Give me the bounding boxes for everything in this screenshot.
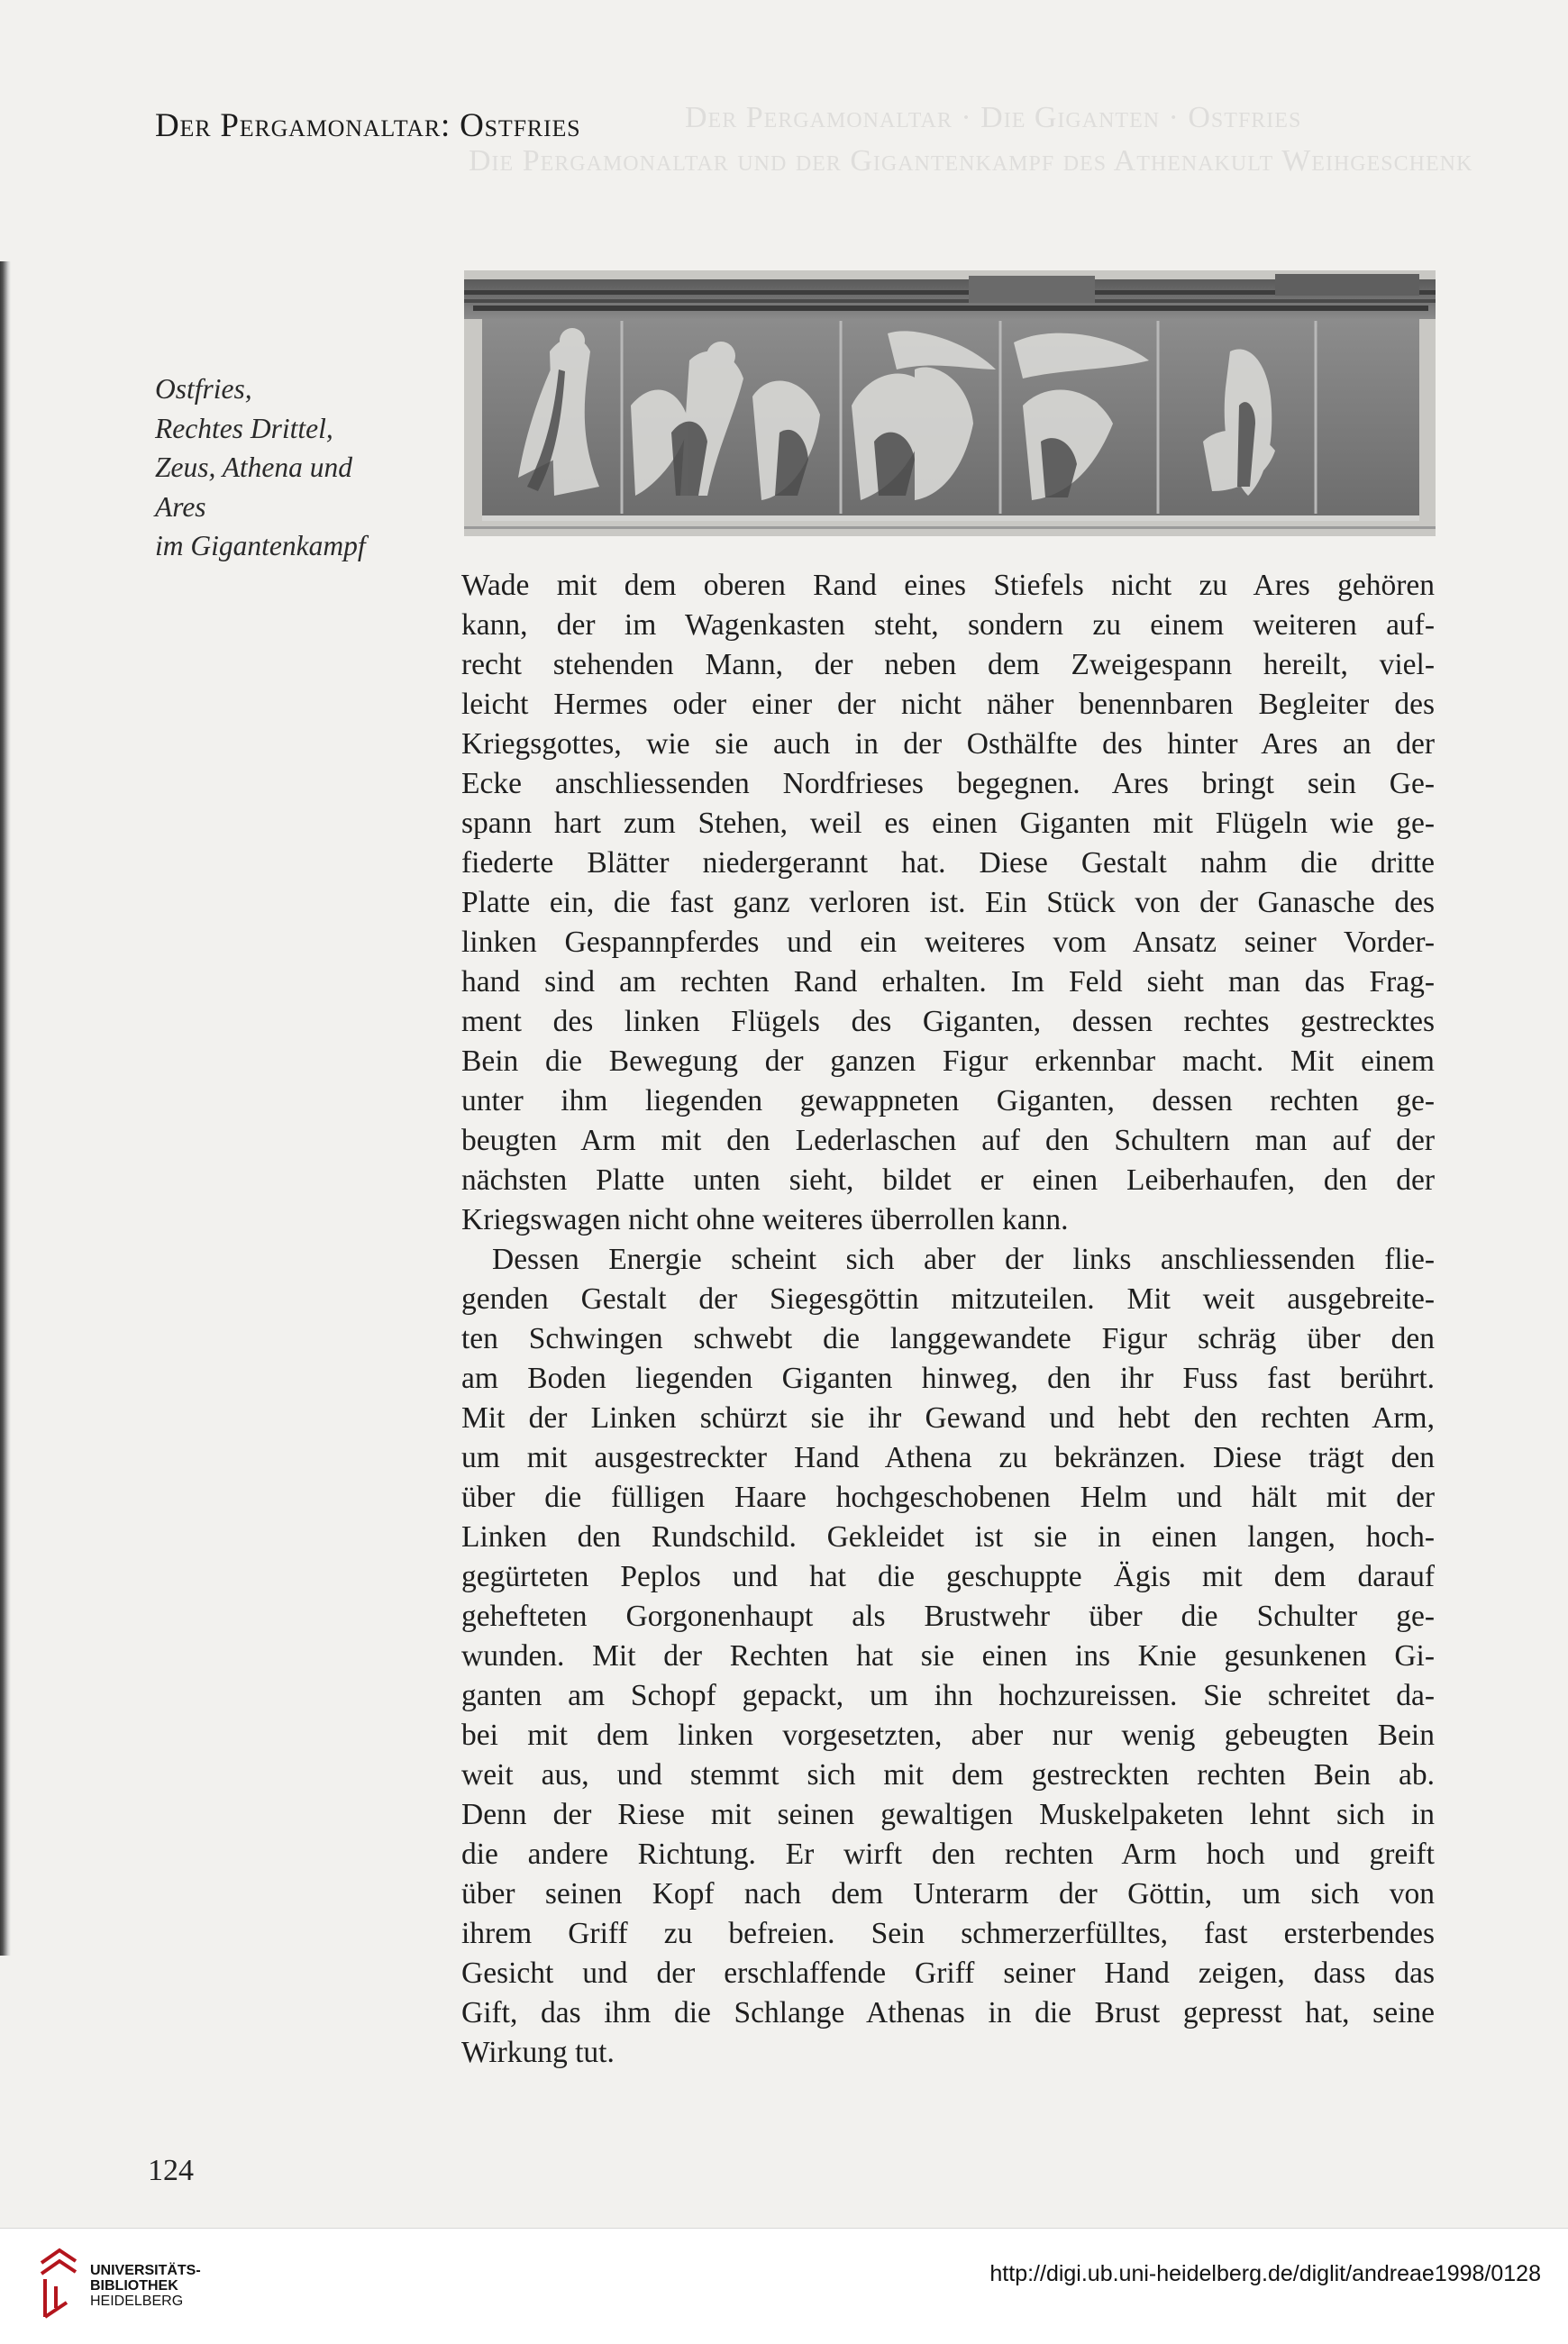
caption-line: Ares	[155, 490, 206, 523]
body-line: Kriegswagen nicht ohne weiteres überrollen kann.	[461, 1203, 1069, 1236]
running-head: Der Pergamonaltar: Ostfries	[155, 107, 581, 144]
body-line: die andere Richtung. Er wirft den rechten Arm hoch und greift	[461, 1838, 1435, 1871]
body-line: Wade mit dem oberen Rand eines Stiefels nicht zu Ares gehören	[461, 569, 1435, 602]
body-line: über die fülligen Haare hochgeschobenen Helm und hält mit der	[461, 1481, 1435, 1514]
body-line: spann hart zum Stehen, weil es einen Giganten mit Flügeln wie ge-	[461, 807, 1435, 840]
body-line: Gift, das ihm die Schlange Athenas in die Brust gepresst hat, seine	[461, 1996, 1435, 2029]
page-edge-shadow	[0, 261, 11, 1956]
body-line: hand sind am rechten Rand erhalten. Im Feld sieht man das Frag-	[461, 965, 1435, 999]
relief-photo-ostfries	[464, 270, 1436, 536]
caption-line: Ostfries,	[155, 373, 252, 405]
body-line: Bein die Bewegung der ganzen Figur erkennbar macht. Mit einem	[461, 1044, 1435, 1078]
body-line: gegürteten Peplos und hat die geschuppte Ägis mit dem darauf	[461, 1560, 1435, 1593]
library-logo-icon	[36, 2245, 81, 2326]
body-line: Denn der Riese mit seinen gewaltigen Muskelpaketen lehnt sich in	[461, 1798, 1435, 1831]
body-line: ten Schwingen schwebt die langgewandete Figur schräg über den	[461, 1322, 1435, 1355]
body-line: am Boden liegenden Giganten hinweg, den ihr Fuss fast berührt.	[461, 1362, 1435, 1395]
caption-line: im Gigantenkampf	[155, 530, 366, 561]
body-line: beugten Arm mit den Lederlaschen auf den Schultern man auf der	[461, 1124, 1435, 1157]
body-line: ganten am Schopf gepackt, um ihn hochzureissen. Sie schreitet da-	[461, 1679, 1435, 1712]
body-line: Wirkung tut.	[461, 2036, 615, 2069]
body-line: Ecke anschliessenden Nordfrieses begegnen. Ares bringt sein Ge-	[461, 767, 1435, 800]
show-through-text-2: Die Pergamonaltar und der Gigantenkampf des Athenakult Weihgeschenk	[469, 144, 1473, 178]
body-line: ment des linken Flügels des Giganten, dessen rechtes gestrecktes	[461, 1005, 1435, 1038]
body-line: weit aus, und stemmt sich mit dem gestreckten rechten Bein ab.	[461, 1758, 1435, 1792]
body-line: unter ihm liegenden gewappneten Giganten, dessen rechten ge-	[461, 1084, 1435, 1117]
caption-line: Zeus, Athena und	[155, 451, 353, 483]
library-name-line: UNIVERSITÄTS-	[90, 2263, 201, 2278]
body-line: kann, der im Wagenkasten steht, sondern zu einem weiteren auf-	[461, 608, 1435, 642]
body-line: Platte ein, die fast ganz verloren ist. Ein Stück von der Ganasche des	[461, 886, 1435, 919]
library-name	[90, 2263, 201, 2309]
digitization-footer	[0, 2228, 1568, 2344]
caption-line: Rechtes Drittel,	[155, 412, 333, 444]
library-name-line: HEIDELBERG	[90, 2294, 184, 2309]
figure-caption	[155, 369, 416, 566]
page-number: 124	[148, 2154, 194, 2187]
library-name-line: BIBLIOTHEK	[90, 2278, 178, 2294]
body-text	[461, 566, 1435, 2073]
body-line: ihrem Griff zu befreien. Sein schmerzerfülltes, fast ersterbendes	[461, 1917, 1435, 1950]
source-url-link[interactable]: http://digi.ub.uni-heidelberg.de/diglit/andreae1998/0128	[989, 2261, 1541, 2286]
body-line: linken Gespannpferdes und ein weiteres vom Ansatz seiner Vorder-	[461, 926, 1435, 959]
body-line: wunden. Mit der Rechten hat sie einen ins Knie gesunkenen Gi-	[461, 1639, 1435, 1673]
body-line: genden Gestalt der Siegesgöttin mitzuteilen. Mit weit ausgebreite-	[461, 1282, 1435, 1316]
body-line: Dessen Energie scheint sich aber der links anschliessenden flie-	[492, 1243, 1435, 1276]
body-line: gehefteten Gorgonenhaupt als Brustwehr über die Schulter ge-	[461, 1600, 1435, 1633]
body-line: recht stehenden Mann, der neben dem Zweigespann hereilt, viel-	[461, 648, 1435, 681]
body-line: über seinen Kopf nach dem Unterarm der Göttin, um sich von	[461, 1877, 1435, 1911]
show-through-text: Der Pergamonaltar · Die Giganten · Ostfries	[685, 101, 1302, 134]
body-line: nächsten Platte unten sieht, bildet er einen Leiberhaufen, den der	[461, 1163, 1435, 1197]
body-line: bei mit dem linken vorgesetzten, aber nur wenig gebeugten Bein	[461, 1719, 1435, 1752]
body-line: Mit der Linken schürzt sie ihr Gewand und hebt den rechten Arm,	[461, 1401, 1435, 1435]
body-line: leicht Hermes oder einer der nicht näher benennbaren Begleiter des	[461, 688, 1435, 721]
body-line: Linken den Rundschild. Gekleidet ist sie in einen langen, hoch-	[461, 1520, 1435, 1554]
body-line: fiederte Blätter niedergerannt hat. Diese Gestalt nahm die dritte	[461, 846, 1435, 880]
body-line: um mit ausgestreckter Hand Athena zu bekränzen. Diese trägt den	[461, 1441, 1435, 1474]
body-line: Gesicht und der erschlaffende Griff seiner Hand zeigen, dass das	[461, 1956, 1435, 1990]
body-line: Kriegsgottes, wie sie auch in der Osthälfte des hinter Ares an der	[461, 727, 1435, 761]
